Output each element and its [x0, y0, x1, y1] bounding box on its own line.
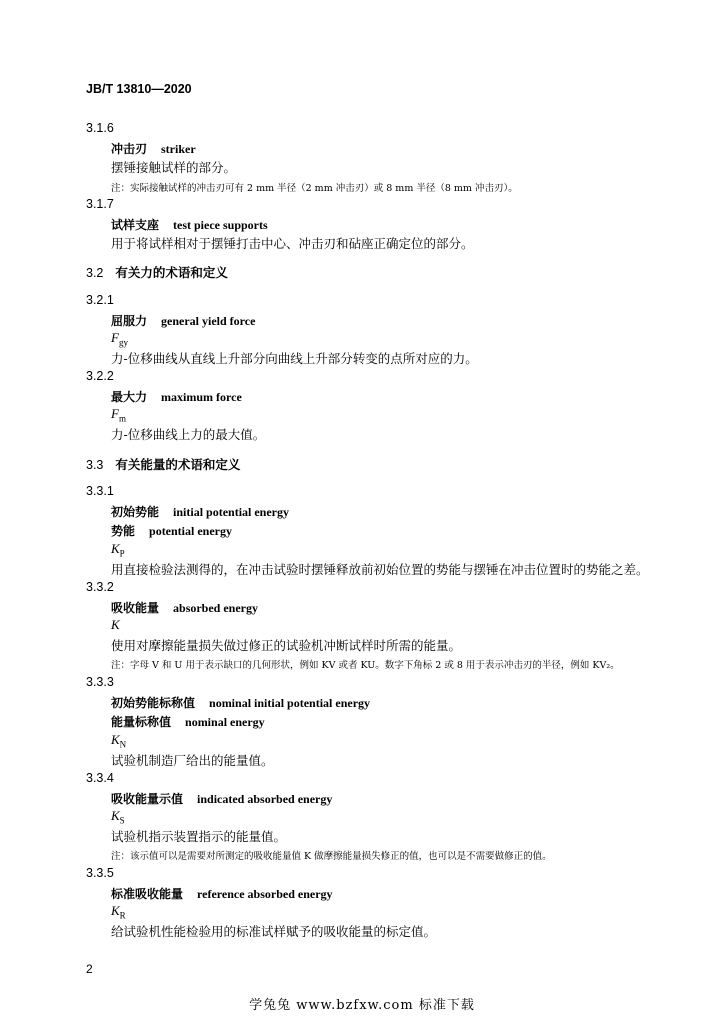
- clause-number: 3.2.2: [86, 369, 114, 383]
- symbol: [111, 406, 126, 424]
- section-number: 3.2: [86, 266, 104, 280]
- term-cn: 势能: [111, 524, 136, 538]
- term-cn: 最大力: [111, 390, 148, 404]
- term-synonym: [111, 713, 265, 730]
- term-en: nominal energy: [185, 715, 265, 729]
- term-en: potential energy: [149, 524, 233, 538]
- term: [111, 694, 370, 711]
- term-en: general yield force: [161, 314, 256, 328]
- note: 注：字母 V 和 U 用于表示缺口的几何形状，例如 KV 或者 KU。数字下角标 2 或 8 用于表示冲击刃的半径，例如 KV₂。: [111, 660, 620, 671]
- term: [111, 599, 258, 616]
- note: 注：实际接触试样的冲击刃可有 2 mm 半径（2 mm 冲击刃）或 8 mm 半径（8 mm 冲击刃）。: [111, 183, 518, 194]
- term: [111, 885, 333, 902]
- clause-number: 3.3.2: [86, 580, 114, 594]
- symbol-subscript: S: [119, 815, 125, 826]
- symbol: [111, 541, 125, 559]
- term-cn: 屈服力: [111, 314, 148, 328]
- clause-number: 3.3.4: [86, 771, 114, 785]
- definition: 试验机制造厂给出的能量值。: [111, 753, 274, 768]
- definition: 用直接检验法测得的，在冲击试验时摆锤释放前初始位置的势能与摆锤在冲击位置时的势能之差。: [111, 562, 649, 577]
- section-heading: [86, 263, 228, 281]
- term-en: initial potential energy: [173, 505, 290, 519]
- symbol-letter: K: [111, 617, 120, 632]
- footer-watermark: 学兔兔 www.bzfxw.com 标准下载: [249, 998, 475, 1013]
- term-cn: 吸收能量示值: [111, 792, 184, 806]
- symbol-letter: K: [111, 732, 120, 747]
- definition: 力-位移曲线上力的最大值。: [111, 427, 266, 442]
- symbol-letter: K: [111, 808, 120, 823]
- symbol: [111, 808, 125, 826]
- symbol-letter: K: [111, 541, 120, 556]
- section-number: 3.3: [86, 458, 104, 472]
- symbol: [111, 330, 128, 348]
- symbol-letter: K: [111, 903, 120, 918]
- term-cn: 冲击刃: [111, 142, 148, 156]
- section-title: 有关能量的术语和定义: [115, 457, 241, 472]
- term-cn: 标准吸收能量: [111, 887, 184, 901]
- symbol: [111, 732, 126, 750]
- symbol-letter: F: [111, 330, 119, 345]
- page-number: 2: [86, 962, 93, 976]
- term-en: test piece supports: [173, 218, 268, 232]
- term: [111, 388, 242, 405]
- definition: 摆锤接触试样的部分。: [111, 160, 237, 175]
- clause-number: 3.3.1: [86, 484, 114, 498]
- note: 注：该示值可以是需要对所测定的吸收能量值 K 做摩擦能量损失修正的值，也可以是不需要做修正的值。: [111, 851, 552, 862]
- term-cn: 试样支座: [111, 218, 160, 232]
- section-title: 有关力的术语和定义: [115, 265, 228, 280]
- symbol-subscript: R: [119, 910, 126, 921]
- definition: 给试验机性能检验用的标准试样赋予的吸收能量的标定值。: [111, 924, 437, 939]
- term-synonym: [111, 522, 232, 539]
- term-en: reference absorbed energy: [197, 887, 333, 901]
- term: [111, 503, 289, 520]
- term: [111, 216, 268, 233]
- term-en: absorbed energy: [173, 601, 259, 615]
- clause-number: 3.2.1: [86, 293, 114, 307]
- document-id: JB/T 13810—2020: [86, 82, 192, 96]
- symbol-letter: F: [111, 406, 119, 421]
- term-cn: 能量标称值: [111, 715, 172, 729]
- definition: 使用对摩擦能量损失做过修正的试验机冲断试样时所需的能量。: [111, 638, 462, 653]
- term: [111, 790, 332, 807]
- symbol: [111, 903, 126, 921]
- term-cn: 吸收能量: [111, 601, 160, 615]
- term-en: maximum force: [161, 390, 242, 404]
- symbol-subscript: gy: [118, 337, 128, 348]
- definition: 用于将试样相对于摆锤打击中心、冲击刃和砧座正确定位的部分。: [111, 236, 474, 251]
- symbol-subscript: m: [118, 413, 126, 424]
- definition: 试验机指示装置指示的能量值。: [111, 829, 287, 844]
- term-en: nominal initial potential energy: [209, 696, 371, 710]
- clause-number: 3.1.7: [86, 197, 114, 211]
- term-en: striker: [161, 142, 196, 156]
- clause-number: 3.3.3: [86, 675, 114, 689]
- term-cn: 初始势能标称值: [111, 696, 196, 710]
- clause-number: 3.1.6: [86, 121, 114, 135]
- symbol-subscript: P: [119, 548, 125, 559]
- clause-number: 3.3.5: [86, 866, 114, 880]
- term-cn: 初始势能: [111, 505, 160, 519]
- term-en: indicated absorbed energy: [197, 792, 333, 806]
- definition: 力-位移曲线从直线上升部分向曲线上升部分转变的点所对应的力。: [111, 351, 478, 366]
- symbol: [111, 617, 120, 633]
- symbol-subscript: N: [119, 739, 127, 750]
- term: [111, 140, 196, 157]
- section-heading: [86, 455, 240, 473]
- term: [111, 312, 255, 329]
